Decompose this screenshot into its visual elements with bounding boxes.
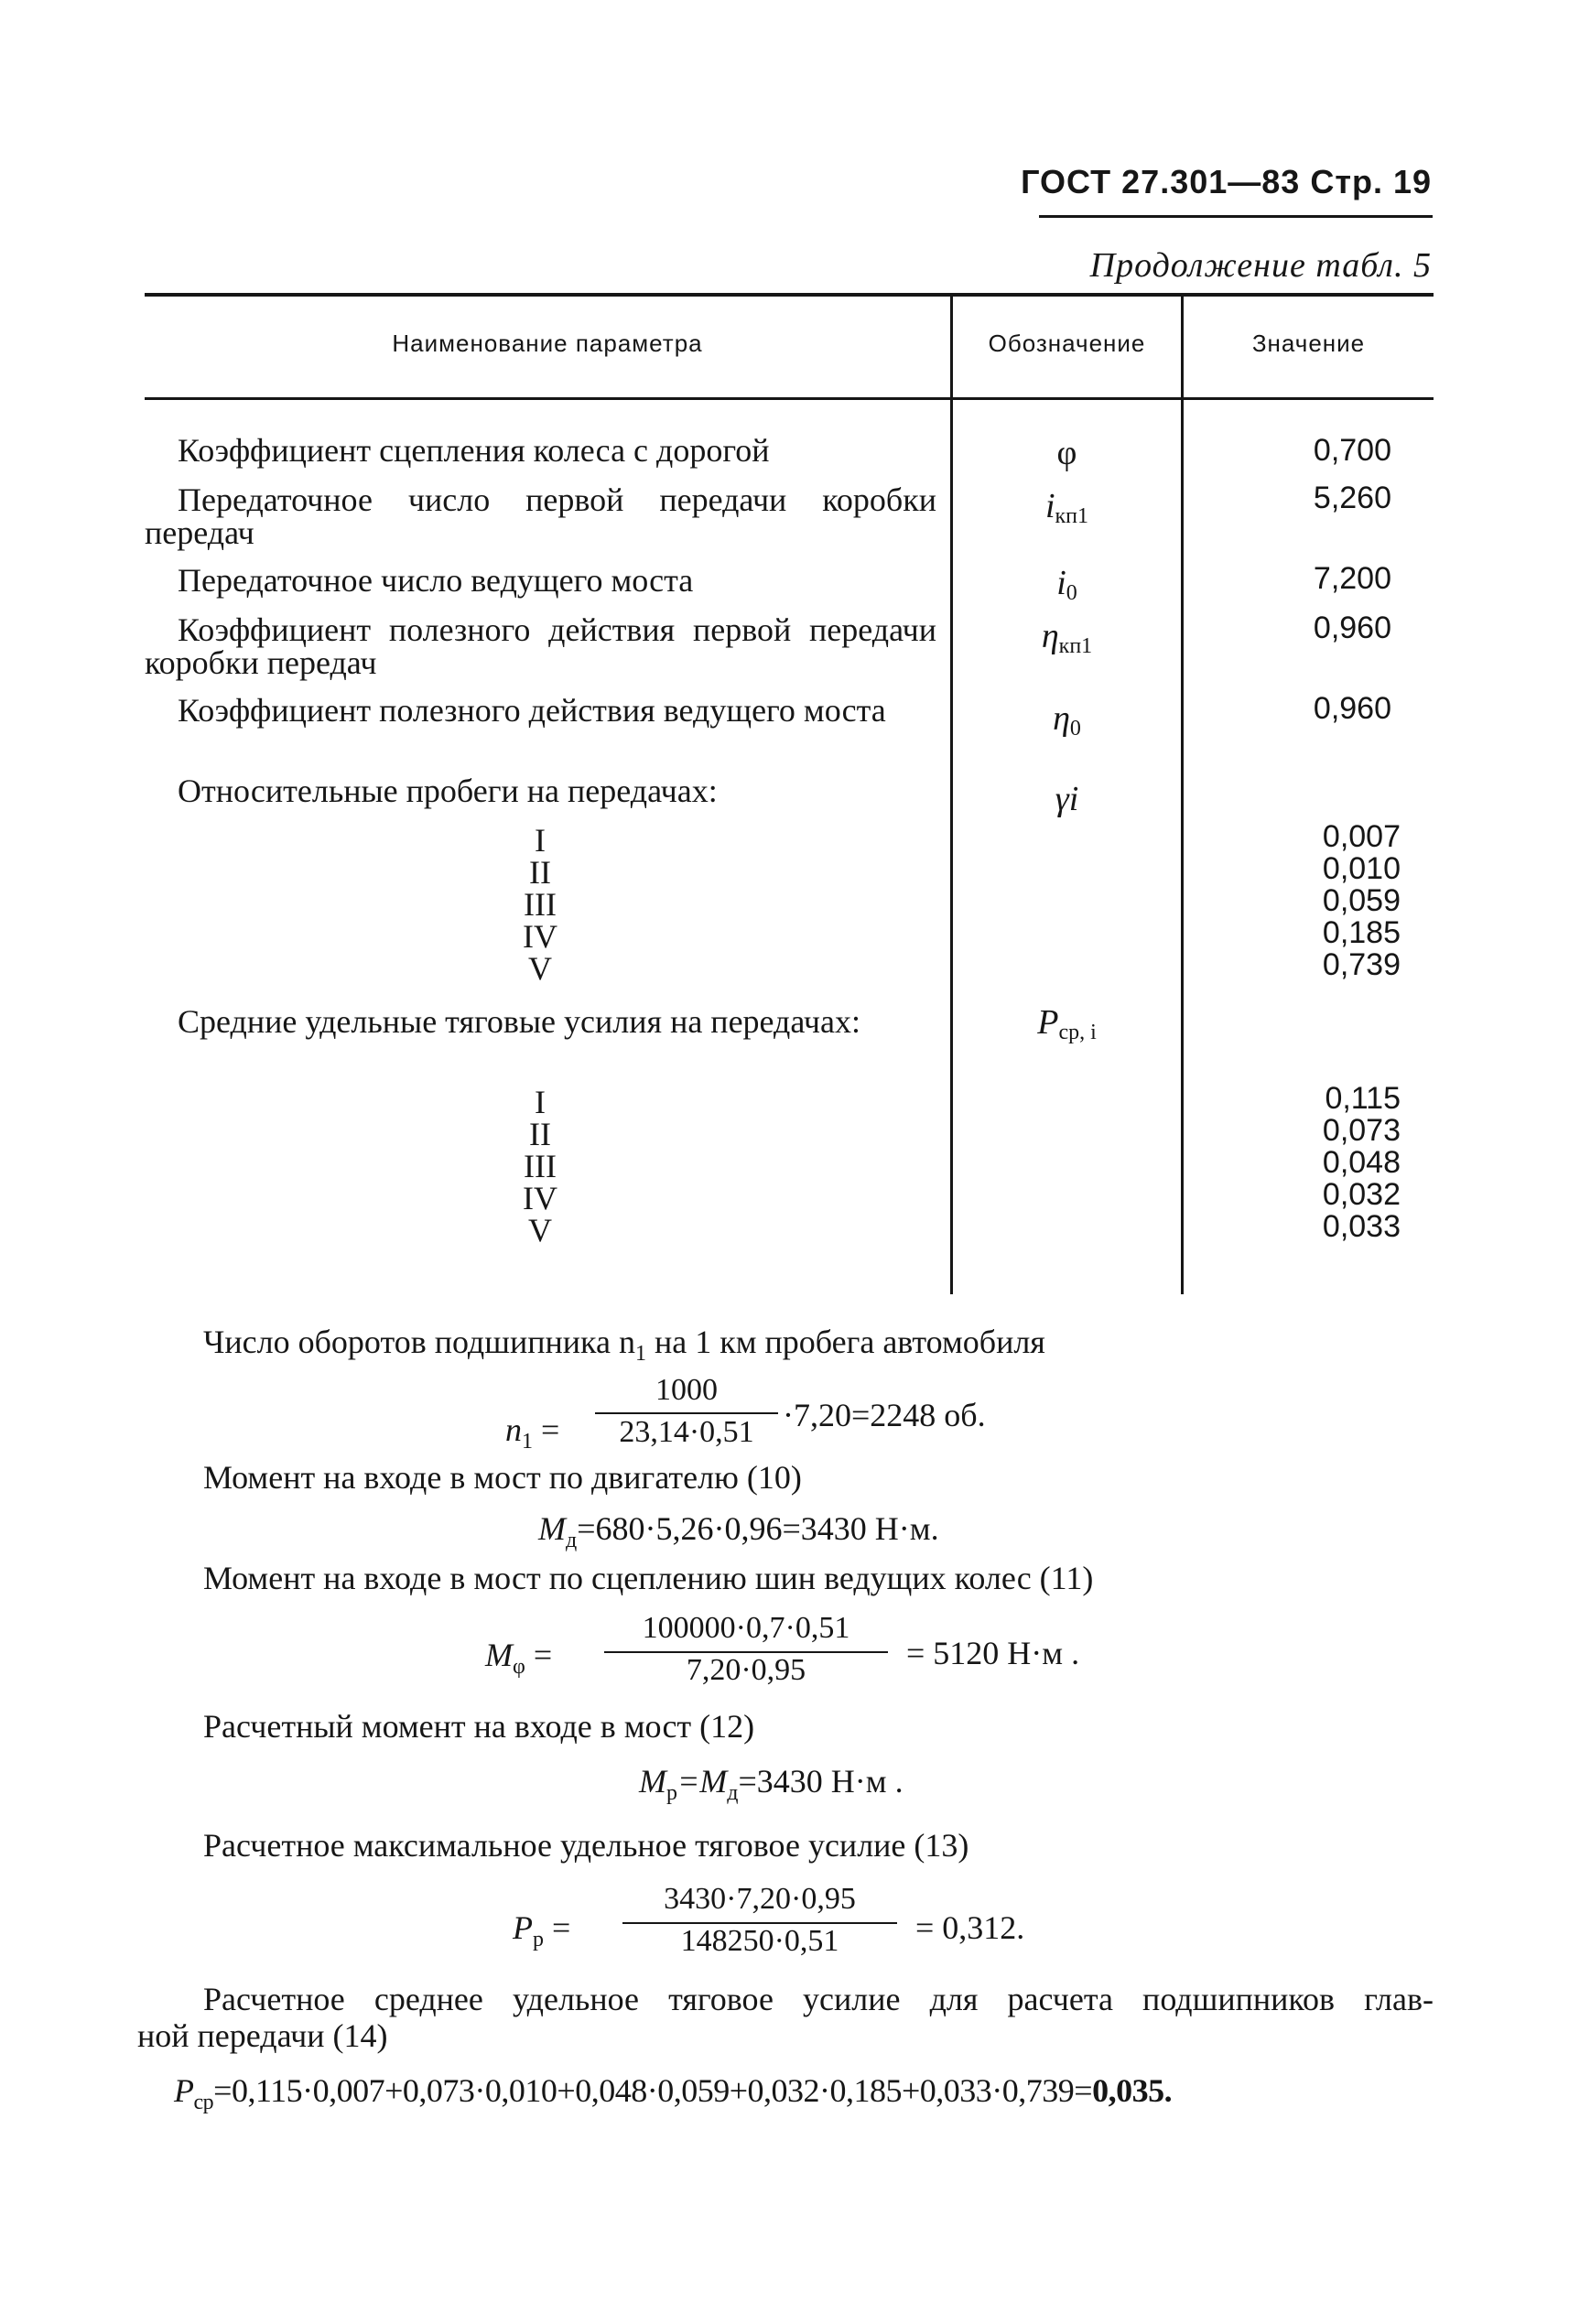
table-row-name: Коэффициент полезного действия ведущего моста bbox=[178, 692, 886, 729]
gear-label: I bbox=[535, 1084, 546, 1120]
formula-n1-tail: ·7,20=2248 об. bbox=[783, 1397, 986, 1433]
table-row-name: Коэффициент полезного действия первой передачи коробки передач bbox=[145, 611, 936, 681]
gear-label: I bbox=[535, 822, 546, 859]
formula-pp-lhs: $P_р$ = bbox=[513, 1909, 571, 1951]
page-header bbox=[1021, 163, 1432, 201]
mileage-value: 0,007 bbox=[1322, 819, 1401, 854]
column-header-value: Значение bbox=[1251, 330, 1366, 357]
paragraph-mean-traction-cont: ной передачи (14) bbox=[137, 2017, 388, 2054]
table-row-name: Коэффициент сцепления колеса с дорогой bbox=[178, 432, 770, 469]
table-row-value: 7,200 bbox=[1313, 561, 1391, 596]
table-row-symbol: $i_{кп1}$ bbox=[1044, 487, 1089, 528]
table-top-rule bbox=[145, 293, 1434, 297]
gear-label: II bbox=[529, 1116, 551, 1152]
formula-mphi-denominator: 7,20·0,95 bbox=[686, 1653, 806, 1687]
effort-value: 0,115 bbox=[1325, 1081, 1401, 1116]
paragraph-max-traction: Расчетное максимальное удельное тяговое усилие (13) bbox=[203, 1827, 969, 1864]
paragraph-design-moment: Расчетный момент на входе в мост (12) bbox=[203, 1708, 755, 1745]
standard-number: ГОСТ 27.301—83 bbox=[1021, 163, 1301, 200]
table-row-value: 0,960 bbox=[1313, 611, 1391, 645]
effort-value: 0,033 bbox=[1322, 1209, 1401, 1244]
formula-md: $M_д=680\cdot 5,26\cdot 0,96=3430$ Н·м. bbox=[538, 1510, 939, 1552]
table-row-value: 5,260 bbox=[1313, 481, 1391, 515]
table-row-symbol: $\eta_0$ bbox=[1053, 699, 1081, 740]
page-number: Стр. 19 bbox=[1310, 163, 1432, 200]
mileage-value: 0,739 bbox=[1322, 947, 1401, 982]
effort-value: 0,032 bbox=[1322, 1177, 1401, 1212]
mileage-value: 0,059 bbox=[1322, 883, 1401, 918]
effort-value: 0,048 bbox=[1322, 1145, 1401, 1180]
gear-label: III bbox=[524, 1148, 557, 1184]
table-row-name: Относительные пробеги на передачах: bbox=[178, 773, 718, 809]
gear-label: IV bbox=[523, 1180, 557, 1216]
table-row-symbol: $P_{ср, i}$ bbox=[1037, 1003, 1097, 1044]
gear-label: V bbox=[528, 950, 552, 987]
mileage-value: 0,185 bbox=[1322, 915, 1401, 950]
gear-label: III bbox=[524, 886, 557, 923]
formula-n1-denominator: 23,14·0,51 bbox=[619, 1415, 754, 1449]
table-row-symbol: $i_0$ bbox=[1056, 564, 1077, 605]
table-row-symbol: φ bbox=[1056, 434, 1077, 472]
effort-value: 0,073 bbox=[1322, 1113, 1401, 1148]
table-row-name: Передаточное число ведущего моста bbox=[178, 562, 694, 599]
formula-mphi-numerator: 100000·0,7·0,51 bbox=[642, 1611, 850, 1645]
column-divider-2 bbox=[1181, 297, 1184, 1294]
formula-mp: $M_р=M_д=3430$ Н·м . bbox=[639, 1763, 904, 1805]
table-row-value: 0,960 bbox=[1313, 691, 1391, 726]
formula-n1-numerator: 1000 bbox=[655, 1373, 718, 1407]
formula-mphi-lhs: $M_\varphi$ = bbox=[485, 1637, 553, 1679]
gear-label: V bbox=[528, 1212, 552, 1248]
table-row-value: 0,700 bbox=[1313, 433, 1391, 468]
gear-label: IV bbox=[523, 918, 557, 955]
formula-mphi-tail: = 5120 Н·м . bbox=[906, 1635, 1080, 1671]
formula-pp-tail: = 0,312. bbox=[915, 1909, 1025, 1946]
table-row-name: Передаточное число первой передачи коробки передач bbox=[145, 481, 936, 551]
mileage-value: 0,010 bbox=[1322, 851, 1401, 886]
formula-pp-numerator: 3430·7,20·0,95 bbox=[664, 1882, 856, 1916]
column-header-name: Наименование параметра bbox=[392, 330, 703, 357]
table-caption: Продолжение табл. 5 bbox=[1089, 246, 1432, 285]
paragraph-mean-traction: Расчетное среднее удельное тяговое усилие для расчета подшипников глав- bbox=[203, 1981, 1434, 2017]
table-header-rule bbox=[145, 397, 1434, 400]
column-header-symbol: Обозначение bbox=[988, 330, 1146, 357]
table-row-symbol: γi bbox=[1055, 780, 1079, 818]
formula-n1-lhs: $n_1$ = bbox=[505, 1411, 560, 1454]
paragraph-traction-moment: Момент на входе в мост по сцеплению шин ведущих колес (11) bbox=[203, 1560, 1094, 1596]
gear-label: II bbox=[529, 854, 551, 891]
formula-pcp: $P_{ср}=0,115\cdot 0,007+0,073\cdot 0,010+0,048\cdot 0,059+0,032\cdot 0,185+0,033\cdot 0,739=0,035$. bbox=[174, 2072, 1173, 2114]
paragraph-bearing-revolutions: Число оборотов подшипника $n_1$ на 1 км пробега автомобиля bbox=[203, 1324, 1045, 1366]
table-row-symbol: $\eta_{кп1}$ bbox=[1041, 617, 1093, 658]
table-row-name: Средние удельные тяговые усилия на передачах: bbox=[178, 1003, 860, 1040]
header-rule bbox=[1039, 215, 1433, 218]
fraction-bar bbox=[595, 1412, 778, 1414]
paragraph-engine-moment: Момент на входе в мост по двигателю (10) bbox=[203, 1459, 802, 1496]
formula-pp-denominator: 148250·0,51 bbox=[680, 1924, 839, 1958]
